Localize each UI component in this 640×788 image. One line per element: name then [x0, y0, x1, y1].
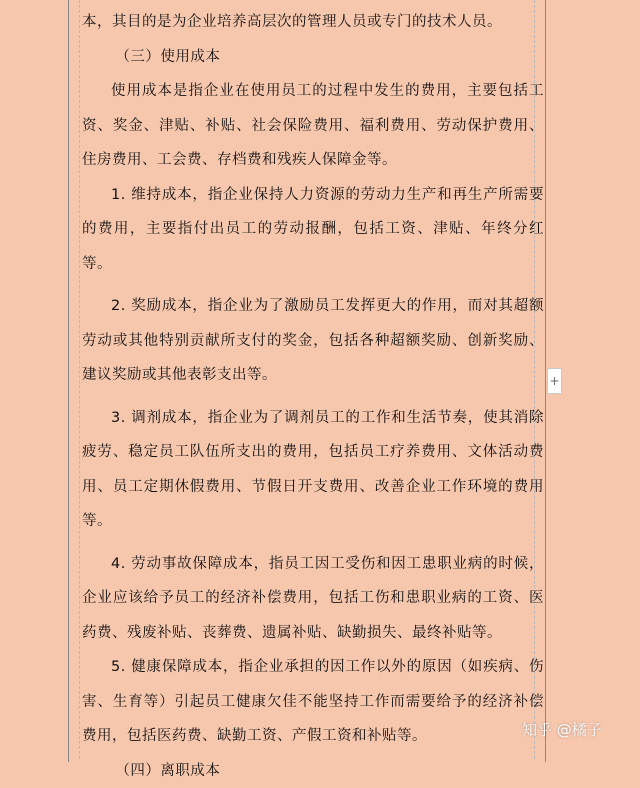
zhihu-watermark: 知乎 @橘子 — [522, 719, 636, 741]
section-heading-separation-cost: （四）离职成本 — [82, 754, 544, 788]
document-body — [82, 5, 544, 788]
section-heading-usage-cost: （三）使用成本 — [82, 40, 544, 75]
paragraph-health-security-cost: 5. 健康保障成本，指企业承担的因工作以外的原因（如疾病、伤害、生育等）引起员工健康欠佳不能坚持工作而需要给予的经济补偿费用，包括医药费、缺勤工资、产假工资和补贴等。 — [82, 650, 544, 754]
plus-icon[interactable]: + — [547, 368, 562, 394]
paragraph-adjustment-cost: 3. 调剂成本，指企业为了调剂员工的工作和生活节奏，使其消除疲劳、稳定员工队伍所支出的费用，包括员工疗养费用、文体活动费用、员工定期休假费用、节假日开支费用、改善企业工作环境的费用等。 — [82, 401, 544, 539]
paragraph-continuation: 本，其目的是为企业培养高层次的管理人员或专门的技术人员。 — [82, 5, 544, 40]
paragraph-accident-security-cost: 4. 劳动事故保障成本，指员工因工受伤和因工患职业病的时候，企业应该给予员工的经济补偿费用，包括工伤和患职业病的工资、医药费、残废补贴、丧葬费、遗属补贴、缺勤损失、最终补贴等。 — [82, 547, 544, 651]
paragraph-usage-cost-definition: 使用成本是指企业在使用员工的过程中发生的费用，主要包括工资、奖金、津贴、补贴、社会保险费用、福利费用、劳动保护费用、住房费用、工会费、存档费和残疾人保障金等。 — [82, 74, 544, 178]
paragraph-reward-cost: 2. 奖励成本，指企业为了激励员工发挥更大的作用，而对其超额劳动或其他特别贡献所支付的奖金，包括各种超额奖励、创新奖励、建议奖励或其他表彰支出等。 — [82, 289, 544, 393]
paragraph-maintenance-cost: 1. 维持成本，指企业保持人力资源的劳动力生产和再生产所需要的费用，主要指付出员工的劳动报酬，包括工资、津贴、年终分红等。 — [82, 178, 544, 282]
